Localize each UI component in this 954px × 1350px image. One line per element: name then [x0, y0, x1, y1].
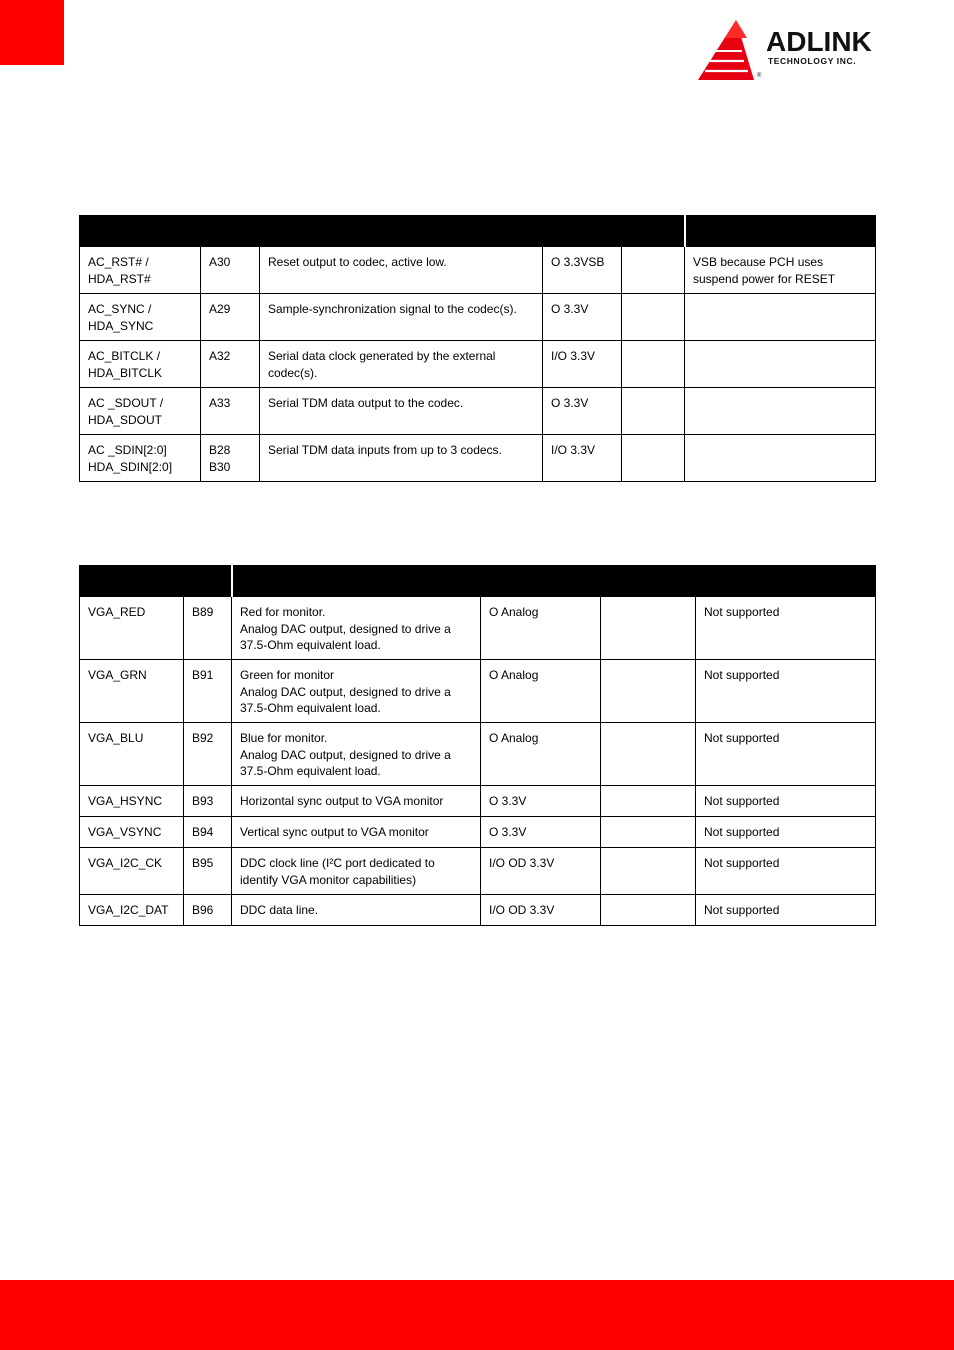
pin-text: A33 — [209, 396, 231, 410]
cell-io — [543, 388, 622, 435]
cell-description — [260, 341, 543, 388]
cell-description — [232, 723, 481, 786]
table-row — [80, 388, 876, 435]
description-text: DDC clock line (I²C port dedicated to identify VGA monitor capabilities) — [240, 856, 435, 887]
cell-comment — [685, 247, 876, 294]
cell-pin — [184, 895, 232, 926]
comment-text: Not supported — [704, 605, 780, 619]
cell-pu — [601, 817, 696, 848]
comment-text: VSB because PCH uses suspend power for RESET — [693, 255, 836, 286]
page-corner-tab — [0, 0, 64, 65]
cell-signal — [80, 786, 184, 817]
cell-io — [481, 848, 601, 895]
table-row — [80, 294, 876, 341]
cell-comment — [685, 388, 876, 435]
cell-comment — [696, 895, 876, 926]
comment-text: Not supported — [704, 794, 780, 808]
table-row — [80, 597, 876, 660]
cell-signal — [80, 660, 184, 723]
footer-bar — [0, 1280, 954, 1350]
signal-text: AC_BITCLK / HDA_BITCLK — [88, 349, 163, 380]
cell-comment — [696, 786, 876, 817]
description-text: Reset output to codec, active low. — [268, 255, 447, 269]
pin-text: B95 — [192, 856, 214, 870]
logo-name: ADLINK — [766, 26, 872, 57]
signal-text: VGA_RED — [88, 605, 146, 619]
cell-pin — [201, 341, 260, 388]
pin-text: B91 — [192, 668, 214, 682]
description-text: Vertical sync output to VGA monitor — [240, 825, 429, 839]
cell-pin — [201, 294, 260, 341]
cell-pin — [201, 247, 260, 294]
vga-signal-table — [79, 565, 876, 926]
description-text: Red for monitor. Analog DAC output, designed to drive a 37.5-Ohm equivalent load. — [240, 605, 451, 652]
cell-comment — [696, 723, 876, 786]
table-row — [80, 817, 876, 848]
comment-text: Not supported — [704, 825, 780, 839]
cell-signal — [80, 895, 184, 926]
cell-signal — [80, 388, 201, 435]
header-cell — [80, 216, 685, 247]
cell-description — [232, 597, 481, 660]
description-text: Serial data clock generated by the external codec(s). — [268, 349, 496, 380]
cell-pin — [184, 597, 232, 660]
table-row — [80, 435, 876, 482]
table-header-row — [80, 216, 876, 247]
pin-text: A32 — [209, 349, 231, 363]
cell-io — [481, 597, 601, 660]
io-text: I/O OD 3.3V — [489, 856, 555, 870]
cell-pu — [601, 597, 696, 660]
adlink-triangle-icon — [696, 18, 760, 84]
description-text: Sample-synchronization signal to the codec(s). — [268, 302, 517, 316]
audio-signal-table — [79, 215, 876, 482]
io-text: O 3.3V — [489, 825, 527, 839]
cell-io — [543, 294, 622, 341]
header-cell — [232, 566, 876, 597]
cell-io — [543, 435, 622, 482]
cell-comment — [696, 848, 876, 895]
cell-pu — [601, 848, 696, 895]
description-text: DDC data line. — [240, 903, 319, 917]
cell-comment — [685, 294, 876, 341]
signal-text: VGA_GRN — [88, 668, 147, 682]
header-cell — [80, 566, 232, 597]
signal-text: AC_SYNC / HDA_SYNC — [88, 302, 154, 333]
cell-description — [232, 660, 481, 723]
pin-text: B93 — [192, 794, 214, 808]
io-text: O 3.3V — [551, 302, 589, 316]
pin-text: B28 B30 — [209, 443, 231, 474]
comment-text: Not supported — [704, 668, 780, 682]
pin-text: B96 — [192, 903, 214, 917]
signal-text: VGA_BLU — [88, 731, 144, 745]
cell-io — [481, 660, 601, 723]
cell-io — [481, 723, 601, 786]
comment-text: Not supported — [704, 731, 780, 745]
comment-text: Not supported — [704, 856, 780, 870]
cell-description — [232, 786, 481, 817]
header-cell — [685, 216, 876, 247]
cell-comment — [696, 817, 876, 848]
signal-text: AC_RST# / HDA_RST# — [88, 255, 151, 286]
cell-signal — [80, 848, 184, 895]
io-text: I/O 3.3V — [551, 443, 596, 457]
cell-description — [232, 848, 481, 895]
cell-pin — [184, 848, 232, 895]
io-text: I/O 3.3V — [551, 349, 596, 363]
table-row — [80, 848, 876, 895]
io-text: O 3.3V — [551, 396, 589, 410]
cell-pu — [622, 435, 685, 482]
description-text: Serial TDM data output to the codec. — [268, 396, 464, 410]
cell-pu — [601, 660, 696, 723]
pin-text: B94 — [192, 825, 214, 839]
cell-description — [260, 294, 543, 341]
cell-signal — [80, 597, 184, 660]
description-text: Blue for monitor. Analog DAC output, designed to drive a 37.5-Ohm equivalent load. — [240, 731, 451, 778]
table-row — [80, 786, 876, 817]
table-header-row — [80, 566, 876, 597]
signal-text: AC _SDOUT / HDA_SDOUT — [88, 396, 164, 427]
cell-io — [543, 247, 622, 294]
cell-description — [232, 895, 481, 926]
cell-io — [481, 786, 601, 817]
cell-description — [260, 435, 543, 482]
cell-description — [260, 388, 543, 435]
cell-pin — [201, 388, 260, 435]
table-row — [80, 247, 876, 294]
cell-description — [260, 247, 543, 294]
cell-pin — [184, 723, 232, 786]
cell-pin — [201, 435, 260, 482]
cell-comment — [685, 435, 876, 482]
cell-pu — [622, 341, 685, 388]
cell-pin — [184, 786, 232, 817]
pin-text: B92 — [192, 731, 214, 745]
signal-text: VGA_VSYNC — [88, 825, 162, 839]
comment-text: Not supported — [704, 903, 780, 917]
cell-comment — [696, 660, 876, 723]
cell-signal — [80, 294, 201, 341]
io-text: I/O OD 3.3V — [489, 903, 555, 917]
pin-text: B89 — [192, 605, 214, 619]
adlink-logo — [696, 18, 908, 84]
cell-io — [481, 895, 601, 926]
table-row — [80, 723, 876, 786]
cell-io — [481, 817, 601, 848]
io-text: O Analog — [489, 605, 539, 619]
cell-signal — [80, 341, 201, 388]
description-text: Horizontal sync output to VGA monitor — [240, 794, 444, 808]
cell-signal — [80, 723, 184, 786]
cell-signal — [80, 817, 184, 848]
pin-text: A30 — [209, 255, 231, 269]
description-text: Green for monitor Analog DAC output, designed to drive a 37.5-Ohm equivalent load. — [240, 668, 451, 715]
cell-io — [543, 341, 622, 388]
cell-signal — [80, 435, 201, 482]
cell-pu — [601, 895, 696, 926]
cell-signal — [80, 247, 201, 294]
cell-comment — [685, 341, 876, 388]
cell-description — [232, 817, 481, 848]
table-row — [80, 660, 876, 723]
signal-text: VGA_I2C_CK — [88, 856, 163, 870]
io-text: O 3.3VSB — [551, 255, 605, 269]
logo-registered-mark: ® — [757, 73, 762, 79]
io-text: O Analog — [489, 668, 539, 682]
cell-comment — [696, 597, 876, 660]
io-text: O 3.3V — [489, 794, 527, 808]
cell-pin — [184, 660, 232, 723]
cell-pu — [622, 388, 685, 435]
pin-text: A29 — [209, 302, 231, 316]
signal-text: VGA_I2C_DAT — [88, 903, 169, 917]
signal-text: VGA_HSYNC — [88, 794, 163, 808]
signal-text: AC _SDIN[2:0] HDA_SDIN[2:0] — [88, 443, 173, 474]
cell-pin — [184, 817, 232, 848]
logo-subtitle: TECHNOLOGY INC. — [768, 56, 857, 66]
cell-pu — [622, 247, 685, 294]
description-text: Serial TDM data inputs from up to 3 codecs. — [268, 443, 502, 457]
cell-pu — [601, 723, 696, 786]
table-row — [80, 341, 876, 388]
io-text: O Analog — [489, 731, 539, 745]
cell-pu — [622, 294, 685, 341]
table-row — [80, 895, 876, 926]
cell-pu — [601, 786, 696, 817]
